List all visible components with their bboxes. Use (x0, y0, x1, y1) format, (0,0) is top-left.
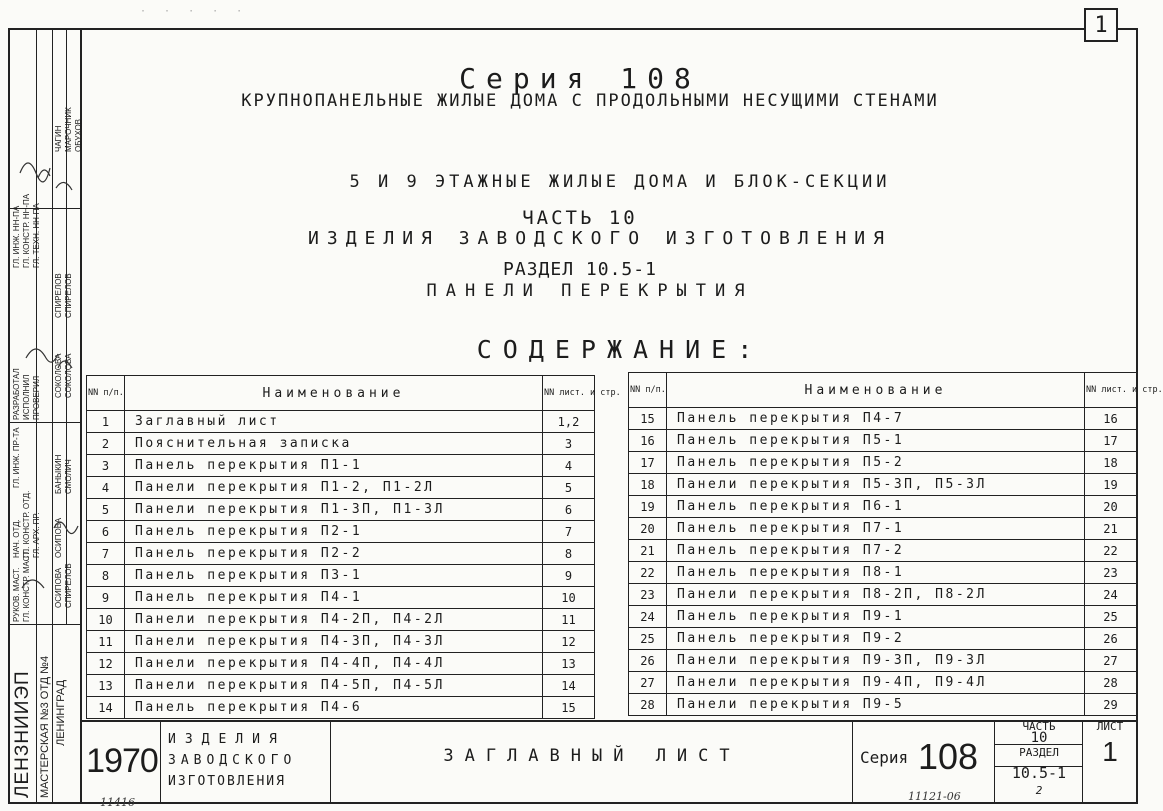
table-row (87, 455, 595, 477)
row-sheet: 25 (1085, 606, 1137, 628)
year: 1970 (86, 742, 158, 780)
table-row (629, 452, 1137, 474)
header-line2: 5 И 9 ЭТАЖНЫЕ ЖИЛЫЕ ДОМА И БЛОК-СЕКЦИИ (349, 172, 891, 192)
row-sheet: 14 (543, 675, 595, 697)
stamp-name: СПИРЕЛОВ (54, 273, 63, 318)
stamp-role: ГЛ. КОНСТР. НН-ПА (22, 193, 31, 268)
stamp-name: ЧАГИН (54, 125, 63, 152)
table-row (87, 697, 595, 719)
row-sheet: 13 (543, 653, 595, 675)
org-name: ЛЕНЗНИИЭП (12, 670, 33, 798)
row-sheet: 27 (1085, 650, 1137, 672)
row-sheet: 10 (543, 587, 595, 609)
row-name: Панели перекрытия П4-4П, П4-4Л (125, 653, 543, 675)
row-name: Панели перекрытия П5-3П, П5-3Л (667, 474, 1085, 496)
stamp-name: СПИРЕЛОВ (64, 273, 73, 318)
row-name: Панели перекрытия П4-5П, П4-5Л (125, 675, 543, 697)
sheet-title: ЗАГЛАВНЫЙ ЛИСТ (443, 746, 741, 766)
stamp-name: ОСИПОВА (54, 517, 63, 558)
row-name: Панель перекрытия П9-2 (667, 628, 1085, 650)
row-name: Панели перекрытия П1-3П, П1-3Л (125, 499, 543, 521)
table-row (629, 650, 1137, 672)
row-sheet: 1,2 (543, 411, 595, 433)
row-number: 1 (87, 411, 125, 433)
contents-heading: СОДЕРЖАНИЕ: (476, 335, 764, 364)
header-line1: КРУПНОПАНЕЛЬНЫЕ ЖИЛЫЕ ДОМА С ПРОДОЛЬНЫМИ НЕСУЩИМИ СТЕНАМИ (241, 91, 939, 111)
row-number: 23 (629, 584, 667, 606)
row-name: Заглавный лист (125, 411, 543, 433)
part-label: ЧАСТЬ 10 (522, 207, 638, 229)
top-faint-text: · · · · · (140, 6, 249, 17)
row-name: Панель перекрытия П5-2 (667, 452, 1085, 474)
left-table-body (87, 411, 595, 719)
stamp-role: ГЛ. ИНЖ. НН-ПА (12, 205, 21, 268)
product-line3: ИЗГОТОВЛЕНИЯ (168, 774, 286, 789)
stamp-role: ГЛ. ИНЖ. ПР-ТА (12, 427, 21, 488)
row-number: 25 (629, 628, 667, 650)
stamp-role: НАЧ. ОТД. (12, 519, 21, 558)
row-sheet: 21 (1085, 518, 1137, 540)
table-row (87, 587, 595, 609)
table-row (629, 694, 1137, 716)
stamp-name: СОКОЛОВА (64, 353, 73, 398)
row-name: Панель перекрытия П6-1 (667, 496, 1085, 518)
row-number: 26 (629, 650, 667, 672)
row-number: 19 (629, 496, 667, 518)
row-name: Панель перекрытия П3-1 (125, 565, 543, 587)
row-name: Панели перекрытия П1-2, П1-2Л (125, 477, 543, 499)
row-sheet: 23 (1085, 562, 1137, 584)
table-row (629, 518, 1137, 540)
series-number: 108 (918, 736, 979, 777)
row-number: 17 (629, 452, 667, 474)
stamp-name: СМОЛИЧ (64, 459, 73, 494)
stamp-role: ГЛ. КОНСТР. МАСТ. (22, 549, 31, 622)
row-number: 28 (629, 694, 667, 716)
row-name: Панели перекрытия П4-2П, П4-2Л (125, 609, 543, 631)
table-row (87, 675, 595, 697)
row-sheet: 6 (543, 499, 595, 521)
row-name: Пояснительная записка (125, 433, 543, 455)
row-number: 16 (629, 430, 667, 452)
approval-stamp-strip (8, 28, 82, 804)
table-row (87, 411, 595, 433)
stamp-name: ОСИПОВА (54, 567, 63, 608)
stamp-role: ИСПОЛНИЛ (22, 374, 31, 420)
row-number: 8 (87, 565, 125, 587)
table-row (629, 606, 1137, 628)
row-number: 9 (87, 587, 125, 609)
row-sheet: 26 (1085, 628, 1137, 650)
row-number: 20 (629, 518, 667, 540)
row-name: Панель перекрытия П2-1 (125, 521, 543, 543)
stamp-name: ОБУХОВ (74, 119, 83, 152)
table-row (87, 433, 595, 455)
row-number: 27 (629, 672, 667, 694)
section-field-label: РАЗДЕЛ (1019, 746, 1059, 759)
row-number: 15 (629, 408, 667, 430)
table-row (629, 628, 1137, 650)
row-sheet: 7 (543, 521, 595, 543)
table-row (629, 584, 1137, 606)
row-number: 4 (87, 477, 125, 499)
col-name-header: Наименование (667, 373, 1085, 408)
row-number: 6 (87, 521, 125, 543)
row-number: 24 (629, 606, 667, 628)
row-name: Панель перекрытия П9-1 (667, 606, 1085, 628)
row-sheet: 15 (543, 697, 595, 719)
row-sheet: 11 (543, 609, 595, 631)
row-sheet: 8 (543, 543, 595, 565)
series-label: Серия (860, 748, 909, 767)
table-row (629, 540, 1137, 562)
row-sheet: 3 (543, 433, 595, 455)
row-name: Панель перекрытия П4-6 (125, 697, 543, 719)
table-row (87, 499, 595, 521)
row-sheet: 16 (1085, 408, 1137, 430)
right-table-body (629, 408, 1137, 716)
row-name: Панели перекрытия П4-3П, П4-3Л (125, 631, 543, 653)
row-number: 11 (87, 631, 125, 653)
product-line1: ИЗДЕЛИЯ (168, 732, 286, 747)
sheet-field-value: 1 (1102, 736, 1118, 767)
part-field-value: 10 (1030, 730, 1048, 746)
row-sheet: 22 (1085, 540, 1137, 562)
row-sheet: 20 (1085, 496, 1137, 518)
row-sheet: 4 (543, 455, 595, 477)
table-row (87, 653, 595, 675)
row-sheet: 24 (1085, 584, 1137, 606)
col-name-header: Наименование (125, 376, 543, 411)
table-row (629, 672, 1137, 694)
table-row (87, 543, 595, 565)
row-name: Панель перекрытия П7-1 (667, 518, 1085, 540)
table-row (629, 430, 1137, 452)
table-row (629, 496, 1137, 518)
row-number: 14 (87, 697, 125, 719)
row-name: Панели перекрытия П9-4П, П9-4Л (667, 672, 1085, 694)
row-number: 21 (629, 540, 667, 562)
stamp-role: ПРОВЕРИЛ (32, 375, 41, 420)
series-title: Серия 108 (459, 62, 701, 95)
handnote-left: 11416 (100, 796, 135, 809)
col-sheet-header: NN лист. и стр. (543, 376, 595, 411)
table-row (87, 477, 595, 499)
row-sheet: 29 (1085, 694, 1137, 716)
row-sheet: 5 (543, 477, 595, 499)
stamp-name: БАНЫКИН (54, 454, 63, 494)
table-row (629, 408, 1137, 430)
col-sheet-header: NN лист. и стр. (1085, 373, 1137, 408)
row-sheet: 19 (1085, 474, 1137, 496)
stamp-name: МАРОЧНИК (64, 107, 73, 152)
row-name: Панель перекрытия П4-7 (667, 408, 1085, 430)
city-name: ЛЕНИНГРАД (55, 679, 67, 746)
row-number: 3 (87, 455, 125, 477)
row-sheet: 18 (1085, 452, 1137, 474)
row-name: Панели перекрытия П9-5 (667, 694, 1085, 716)
table-row (87, 609, 595, 631)
section-title: ПАНЕЛИ ПЕРЕКРЫТИЯ (426, 281, 754, 301)
page-small: 2 (1035, 784, 1043, 797)
stamp-role: ГЛ. КОНСТР. ОТД. (22, 490, 31, 558)
table-row (87, 631, 595, 653)
row-name: Панель перекрытия П5-1 (667, 430, 1085, 452)
title-block (82, 720, 1138, 804)
sheet-field-label: ЛИСТ (1096, 720, 1124, 733)
section-label: РАЗДЕЛ 10.5-1 (503, 259, 657, 280)
product-line2: ЗАВОДСКОГО (168, 753, 297, 768)
col-num-header: NN п/п. (87, 376, 125, 411)
stamp-name: СОКОЛОВА (54, 353, 63, 398)
row-number: 7 (87, 543, 125, 565)
stamp-role: ГЛ. АРХ. ПР. (32, 512, 41, 558)
table-row (629, 562, 1137, 584)
sheet-number-box: 1 (1084, 8, 1118, 42)
row-name: Панели перекрытия П8-2П, П8-2Л (667, 584, 1085, 606)
table-row (87, 565, 595, 587)
handnote-right: 11121-06 (908, 790, 961, 803)
row-number: 2 (87, 433, 125, 455)
workshop-name: МАСТЕРСКАЯ №3 ОТД №4 (39, 655, 51, 798)
row-number: 12 (87, 653, 125, 675)
table-row (629, 474, 1137, 496)
signature-scribbles (8, 28, 80, 628)
col-num-header: NN п/п. (629, 373, 667, 408)
row-name: Панель перекрытия П1-1 (125, 455, 543, 477)
row-sheet: 12 (543, 631, 595, 653)
row-name: Панель перекрытия П7-2 (667, 540, 1085, 562)
table-row (87, 521, 595, 543)
section-field-value: 10.5-1 (1011, 764, 1067, 782)
row-number: 22 (629, 562, 667, 584)
part-title: ИЗДЕЛИЯ ЗАВОДСКОГО ИЗГОТОВЛЕНИЯ (308, 228, 892, 249)
row-sheet: 28 (1085, 672, 1137, 694)
stamp-role: РАЗРАБОТАЛ (12, 368, 21, 420)
row-name: Панель перекрытия П2-2 (125, 543, 543, 565)
stamp-name: СПИРЕЛОВ (64, 563, 73, 608)
row-sheet: 17 (1085, 430, 1137, 452)
row-name: Панель перекрытия П4-1 (125, 587, 543, 609)
stamp-role: ГЛ. ТЕХН. НН-ПА (32, 203, 41, 268)
row-number: 13 (87, 675, 125, 697)
row-sheet: 9 (543, 565, 595, 587)
contents-table-left (86, 375, 621, 719)
row-number: 18 (629, 474, 667, 496)
contents-table-right (628, 372, 1163, 716)
row-name: Панель перекрытия П8-1 (667, 562, 1085, 584)
part-field-label: ЧАСТЬ (1022, 720, 1056, 733)
row-number: 5 (87, 499, 125, 521)
stamp-role: РУКОВ. МАСТ. (12, 567, 21, 622)
row-number: 10 (87, 609, 125, 631)
row-name: Панели перекрытия П9-3П, П9-3Л (667, 650, 1085, 672)
